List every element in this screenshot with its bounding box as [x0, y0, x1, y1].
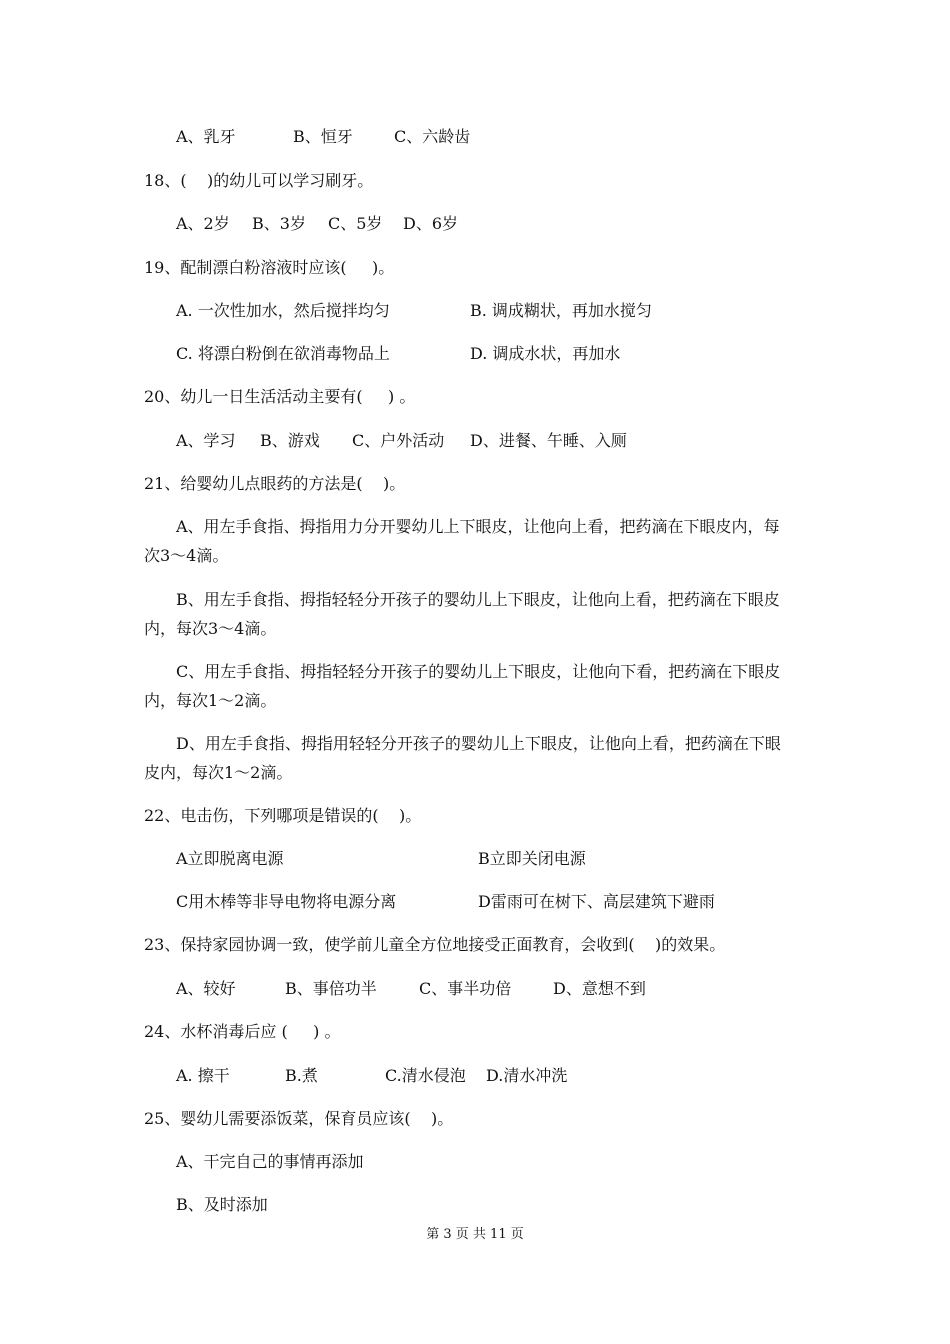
q20-option-a: A、学习: [176, 431, 236, 450]
q25-option-a: A、干完自己的事情再添加: [176, 1152, 364, 1171]
q19-option-b: B. 调成糊状，再加水搅匀: [470, 301, 652, 320]
q19-option-c: C. 将漂白粉倒在欲消毒物品上: [176, 344, 390, 363]
q22-stem: 22、电击伤，下列哪项是错误的( )。: [144, 806, 422, 825]
q18-option-a: A、2岁: [176, 214, 230, 233]
q17-option-a: A、乳牙: [176, 127, 236, 146]
q25-stem: 25、婴幼儿需要添饭菜，保育员应该( )。: [144, 1109, 454, 1128]
q23-option-c: C、事半功倍: [419, 979, 512, 998]
q23-option-d: D、意想不到: [553, 979, 646, 998]
q24-option-b: B.煮: [285, 1066, 318, 1085]
q22-option-a: A立即脱离电源: [176, 849, 284, 868]
q21-option-a-line1: A、用左手食指、拇指用力分开婴幼儿上下眼皮，让他向上看，把药滴在下眼皮内，每: [176, 517, 780, 536]
q22-option-b: B立即关闭电源: [478, 849, 586, 868]
q18-option-b: B、3岁: [252, 214, 306, 233]
q21-option-c-line1: C、用左手食指、拇指轻轻分开孩子的婴幼儿上下眼皮，让他向下看，把药滴在下眼皮: [176, 662, 781, 681]
q22-option-d: D雷雨可在树下、高层建筑下避雨: [478, 892, 715, 911]
q21-option-d-line2: 皮内，每次1～2滴。: [144, 763, 293, 782]
q19-stem: 19、配制漂白粉溶液时应该( )。: [144, 258, 395, 277]
q22-option-c: C用木棒等非导电物将电源分离: [176, 892, 397, 911]
q24-option-a: A. 擦干: [176, 1066, 230, 1085]
q21-option-b-line2: 内，每次3～4滴。: [144, 619, 277, 638]
q17-option-c: C、六龄齿: [394, 127, 471, 146]
q21-stem: 21、给婴幼儿点眼药的方法是( )。: [144, 474, 406, 493]
q19-option-a: A. 一次性加水，然后搅拌均匀: [176, 301, 390, 320]
q21-option-b-line1: B、用左手食指、拇指轻轻分开孩子的婴幼儿上下眼皮，让他向上看，把药滴在下眼皮: [176, 590, 780, 609]
q18-stem: 18、( )的幼儿可以学习刷牙。: [144, 171, 374, 190]
q23-option-b: B、事倍功半: [285, 979, 377, 998]
q18-option-c: C、5岁: [328, 214, 383, 233]
q24-option-c: C.清水侵泡: [385, 1066, 466, 1085]
q24-option-d: D.清水冲洗: [486, 1066, 568, 1085]
page-number-footer: 第 3 页 共 11 页: [426, 1227, 524, 1242]
q20-option-b: B、游戏: [260, 431, 320, 450]
q25-option-b: B、及时添加: [176, 1195, 268, 1214]
q20-option-c: C、户外活动: [352, 431, 445, 450]
q21-option-a-line2: 次3～4滴。: [144, 546, 229, 565]
q23-option-a: A、较好: [176, 979, 236, 998]
q19-option-d: D. 调成水状，再加水: [470, 344, 621, 363]
q24-stem: 24、水杯消毒后应 ( ) 。: [144, 1022, 341, 1041]
q23-stem: 23、保持家园协调一致，使学前儿童全方位地接受正面教育，会收到( )的效果。: [144, 935, 726, 954]
q21-option-d-line1: D、用左手食指、拇指用轻轻分开孩子的婴幼儿上下眼皮，让他向上看，把药滴在下眼: [176, 734, 781, 753]
q20-option-d: D、进餐、午睡、入厕: [470, 431, 627, 450]
q17-option-b: B、恒牙: [293, 127, 353, 146]
q20-stem: 20、幼儿一日生活活动主要有( ) 。: [144, 387, 416, 406]
q18-option-d: D、6岁: [403, 214, 459, 233]
q21-option-c-line2: 内，每次1～2滴。: [144, 691, 277, 710]
